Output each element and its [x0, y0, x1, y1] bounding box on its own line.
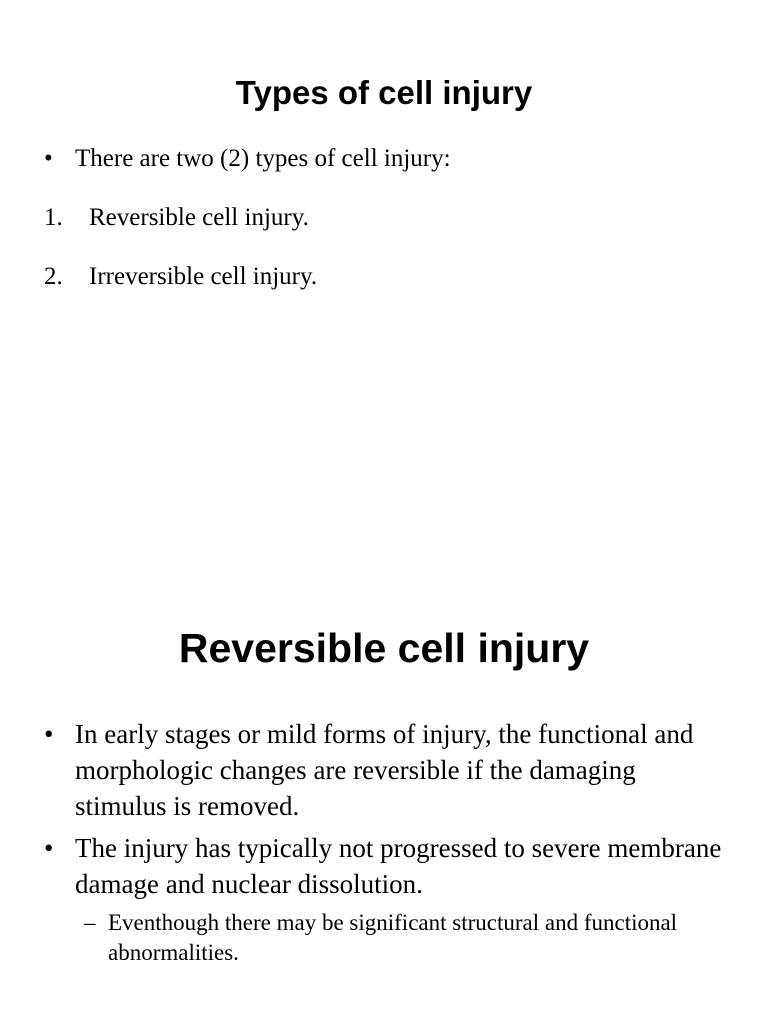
item-number: 2.	[44, 263, 63, 290]
bullet-text: The injury has typically not progressed to severe membrane damage and nuclear dissolution.	[75, 833, 722, 899]
item-text: Reversible cell injury.	[89, 204, 309, 231]
bullet-text: There are two (2) types of cell injury:	[75, 145, 451, 172]
slide-reversible-cell-injury	[0, 512, 768, 1024]
bullet-marker: •	[44, 145, 53, 172]
sub-bullet-marker: –	[84, 910, 96, 935]
bullet-marker: •	[44, 833, 54, 863]
bullet-marker: •	[44, 719, 54, 749]
slide-title: Types of cell injury	[235, 74, 533, 111]
item-text: Irreversible cell injury.	[89, 263, 318, 290]
bullet-item	[44, 830, 734, 902]
sub-bullet-item	[84, 908, 734, 968]
item-number: 1.	[44, 204, 63, 231]
bullet-item	[44, 716, 734, 824]
slide-title: Reversible cell injury	[178, 625, 590, 671]
sub-bullet-text: Eventhough there may be significant structural and functional abnormalities.	[108, 910, 678, 965]
bullet-text: In early stages or mild forms of injury, the functional and morphologic changes are reversible if the damaging stimulus is removed.	[75, 719, 694, 821]
